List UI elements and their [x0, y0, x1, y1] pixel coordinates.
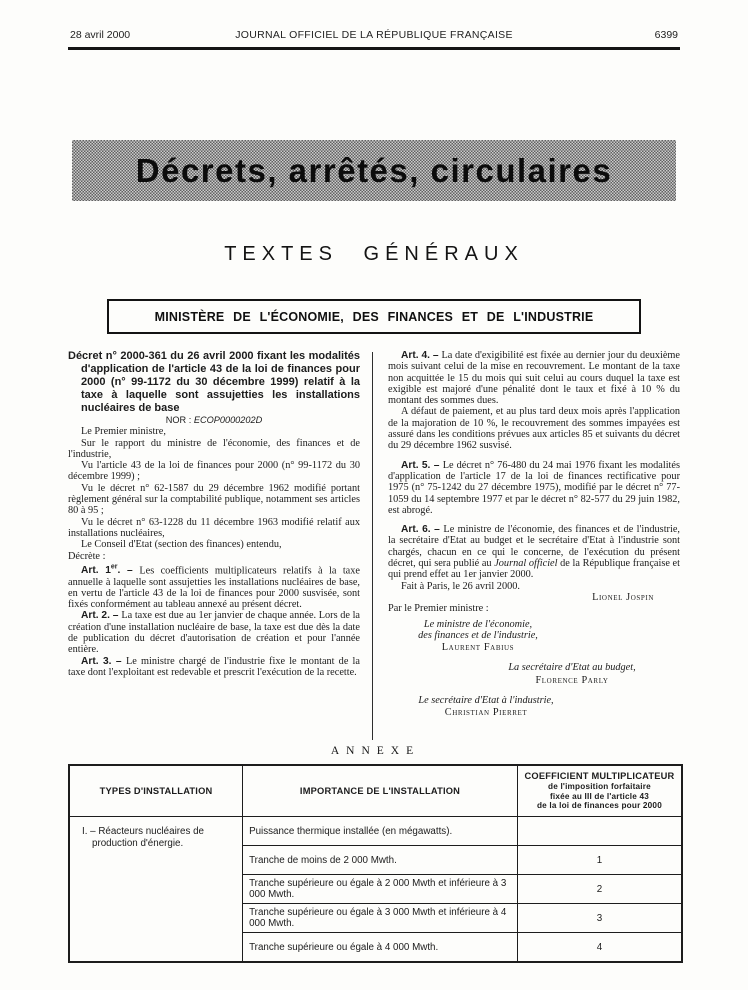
- done-at-line: Fait à Paris, le 26 avril 2000.: [401, 580, 520, 592]
- article-3-text: Le ministre chargé de l'industrie fixe le montant de la taxe dont l'exploitant est redevable et prescrit l'exécution de la recette.: [68, 655, 360, 678]
- text-columns: [68, 350, 680, 719]
- importance-cell: Tranche supérieure ou égale à 3 000 Mwth et inférieure à 4 000 Mwth.: [243, 904, 518, 933]
- coefficient-cell: [517, 817, 682, 846]
- industry-name: Christian Pierret: [444, 707, 528, 719]
- annex-title: ANNEXE: [330, 745, 421, 757]
- type-group-cell: I. – Réacteurs nucléaires de production d'énergie.: [69, 817, 243, 963]
- table-cut-stub: [681, 939, 682, 948]
- article-6-text: Le ministre de l'économie, des finances et de l'industrie, la secrétaire d'Etat au budget et le secrétaire d'Etat à l'industrie sont chargés, chacun en ce qui le concerne, de l'exécution du présent décret, qui sera publié au Journal officiel de la République française et qui prend effet au 1er janvier 2000.: [388, 524, 680, 581]
- article-3-label: Art. 3. –: [81, 655, 126, 667]
- article-3: [68, 656, 360, 679]
- signature-prime-minister: Lionel Jospin: [592, 591, 654, 603]
- header-importance-installation: IMPORTANCE DE L'INSTALLATION: [243, 765, 518, 817]
- left-column: [68, 350, 360, 719]
- header-rule: [68, 47, 680, 50]
- signature-block-industry: [388, 695, 584, 719]
- article-4-text: La date d'exigibilité est fixée au dernier jour du deuxième mois suivant celui de la mise en recouvrement. Le montant de la taxe non acquittée le 15 du mois qui suit celui au cours duquel la taxe est exigible est majoré d'une pénalité dont le taux et fixé à 10 % du montant des sommes dues.: [388, 350, 681, 407]
- table-row: [69, 817, 682, 846]
- minister-role: Le ministre de l'économie,: [423, 618, 533, 630]
- ministry-title: MINISTÈRE DE L'ÉCONOMIE, DES FINANCES ET DE L'INDUSTRIE: [154, 310, 594, 324]
- minister-role: des finances et de l'industrie,: [418, 629, 538, 641]
- header-coefficient: COEFFICIENT MULTIPLICATEUR de l'imposition forfaitaire fixée au III de l'article 43 de la loi de finances pour 2000: [517, 765, 682, 817]
- signature-block-budget: [464, 662, 680, 686]
- article-1-text: Les coefficients multiplicateurs relatifs à la taxe annuelle à laquelle sont assujetties les installations nucléaires de base, en vertu de l'article 43 de la loi de finances pour 2000 susvisée, sont fixés conformément au tableau annexé au présent décret.: [68, 565, 360, 611]
- article-1-label: Art. 1er. –: [81, 563, 140, 577]
- article-6: [388, 524, 680, 580]
- table-cut-stub: [68, 939, 69, 948]
- budget-role: La secrétaire d'Etat au budget,: [508, 662, 636, 674]
- issue-date: 28 avril 2000: [70, 29, 131, 41]
- preamble-paragraph: Le Premier ministre,: [81, 426, 166, 438]
- banner-title: Décrets, arrêtés, circulaires: [135, 151, 613, 189]
- decrees-banner: [72, 140, 676, 201]
- preamble-paragraph: Vu l'article 43 de la loi de finances pour 2000 (n° 99-1172 du 30 décembre 1999) ;: [68, 460, 360, 483]
- signature-block-minister: [388, 619, 568, 654]
- journal-officiel-italic: Journal officiel: [494, 558, 558, 570]
- importance-cell: Tranche supérieure ou égale à 4 000 Mwth.: [243, 933, 518, 963]
- coefficient-cell: 3: [517, 904, 682, 933]
- importance-cell: Tranche de moins de 2 000 Mwth.: [243, 846, 518, 875]
- coefficient-cell: 1: [517, 846, 682, 875]
- minister-name: Laurent Fabius: [441, 642, 515, 654]
- journal-title: JOURNAL OFFICIEL DE LA RÉPUBLIQUE FRANÇAISE: [235, 29, 513, 41]
- table-cut-stub: [517, 939, 518, 948]
- budget-name: Florence Parly: [535, 674, 609, 686]
- by-prime-minister-line: Par le Premier ministre :: [388, 603, 489, 615]
- preamble-paragraph: Vu le décret n° 62-1587 du 29 décembre 1962 modifié portant règlement général sur la comptabilité publique, notamment ses articles 80 à 95 ;: [68, 482, 360, 517]
- importance-cell: Puissance thermique installée (en mégawatts).: [243, 817, 518, 846]
- preamble-paragraph: Vu le décret n° 63-1228 du 11 décembre 1963 modifié relatif aux installations nucléaires,: [68, 516, 360, 539]
- article-4: [388, 350, 680, 406]
- article-4-label: Art. 4. –: [401, 350, 442, 361]
- nor-label: NOR :: [165, 415, 192, 425]
- article-5: [388, 460, 680, 516]
- preamble-paragraph: Sur le rapport du ministre de l'économie, des finances et de l'industrie,: [68, 437, 360, 460]
- article-2-text: La taxe est due au 1er janvier de chaque année. Lors de la création d'une installation nucléaire de base, la taxe est due dès la date de publication du décret d'autorisation de création et pour l'année entière.: [68, 610, 360, 656]
- header-types-installation: TYPES D'INSTALLATION: [69, 765, 243, 817]
- coefficient-cell: 4: [517, 933, 682, 963]
- table-cut-stub: [242, 939, 243, 948]
- article-2-label: Art. 2. –: [81, 610, 122, 622]
- page-number: 6399: [654, 29, 678, 41]
- article-4-paragraph-2: A défaut de paiement, et au plus tard deux mois après l'application de la majoration de 10 %, le recouvrement des sommes impayées est assuré dans les conditions prévues aux articles 85 et suivants du décret du 29 décembre 1962 susvisé.: [388, 406, 680, 452]
- running-head: [68, 29, 680, 45]
- section-title: TEXTES GÉNÉRAUX: [224, 243, 524, 265]
- importance-cell: Tranche supérieure ou égale à 2 000 Mwth et inférieure à 3 000 Mwth.: [243, 875, 518, 904]
- industry-role: Le secrétaire d'Etat à l'industrie,: [418, 695, 554, 707]
- nor-value: ECOP0000202D: [193, 415, 263, 425]
- enacting-formula: Décrète :: [68, 550, 106, 562]
- right-column: [388, 350, 680, 719]
- annex-table: [68, 764, 683, 963]
- article-5-text: Le décret n° 76-480 du 24 mai 1976 fixant les modalités d'application de l'article 17 de la loi de finances rectificative pour 1975 (n° 75-1242 du 27 décembre 1975), modifié par le décret n° 77-1059 du 14 septembre 1977 et par le décret n° 82-577 du 29 juin 1982, est abrogé.: [388, 459, 680, 516]
- column-divider: [372, 352, 373, 740]
- article-6-label: Art. 6. –: [401, 524, 444, 536]
- preamble-paragraph: Le Conseil d'Etat (section des finances) entendu,: [81, 539, 282, 551]
- nor-line: [68, 415, 360, 426]
- coefficient-cell: 2: [517, 875, 682, 904]
- article-2: [68, 610, 360, 655]
- ministry-box: [107, 299, 641, 334]
- table-header-row: [69, 765, 682, 817]
- decree-title: Décret n° 2000-361 du 26 avril 2000 fixant les modalités d'application de l'article 43 de la loi de finances pour 2000 (n° 99-1172 du 30 décembre 1999) relatif à la taxe à laquelle sont assujetties les installations nucléaires de base: [68, 350, 360, 414]
- article-5-label: Art. 5. –: [401, 459, 443, 471]
- article-1: [68, 562, 360, 611]
